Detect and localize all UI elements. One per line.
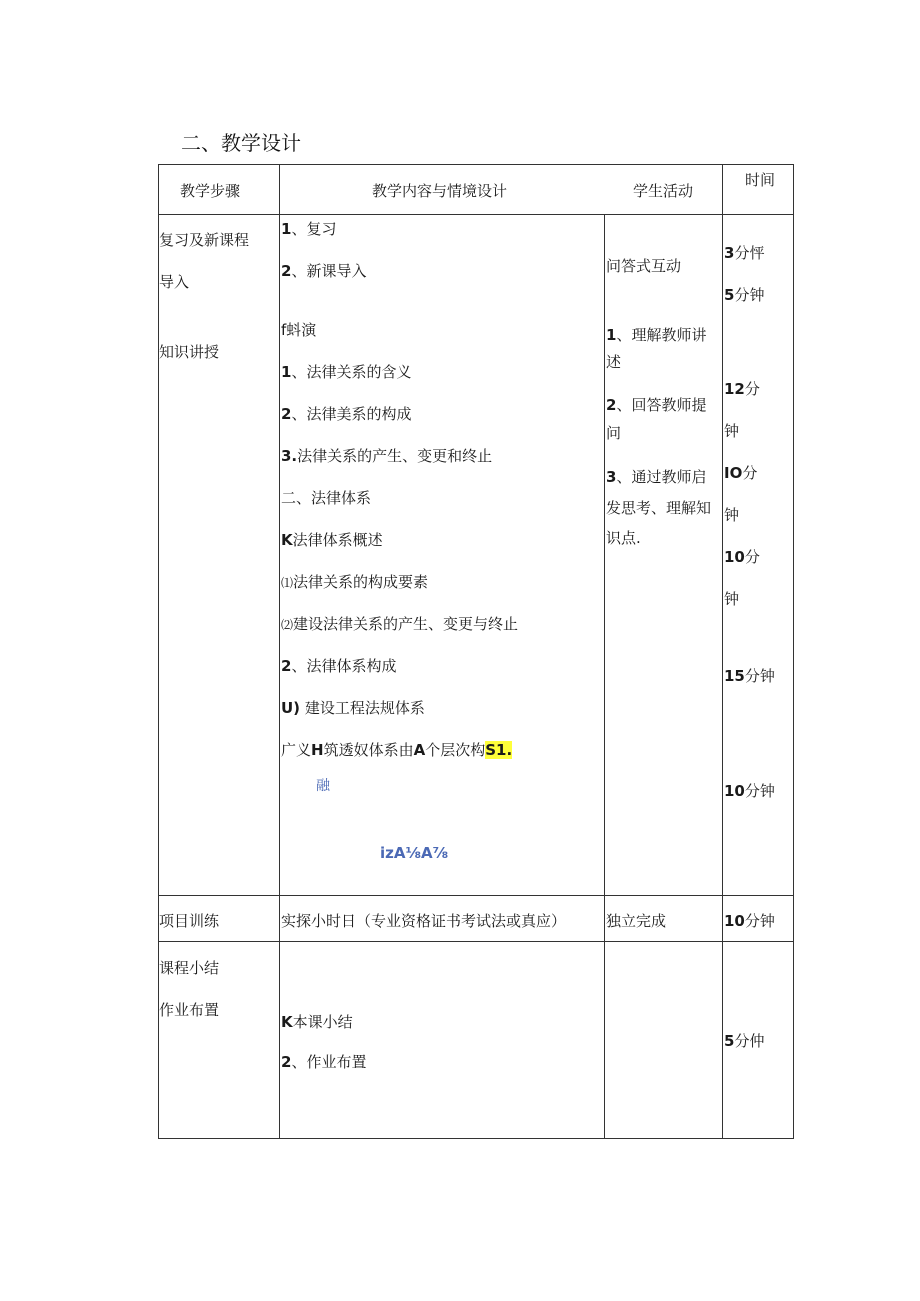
header-time: 时间 xyxy=(745,171,776,189)
content-line: ⑵建设法律关系的产生、变更与终止 xyxy=(281,615,519,633)
content-line: 2、新课导入 xyxy=(281,262,367,280)
time-value: 钟 xyxy=(724,590,740,608)
section-title: 二、教学设计 xyxy=(181,131,301,155)
activity-line: 问答式互动 xyxy=(606,257,682,275)
content-line: f蚪演 xyxy=(281,321,317,339)
content-line: 2、法律体系构成 xyxy=(281,657,397,675)
activity-line: 3、通过教师启 xyxy=(606,468,707,486)
content-line: 2、作业布置 xyxy=(281,1053,367,1071)
activity-line: 1、理解教师讲 xyxy=(606,326,707,344)
time-value: 5分仲 xyxy=(724,1032,765,1050)
content-line: 实探小时日（专业资格证书考试法或真应） xyxy=(281,912,567,930)
activity-line: 独立完成 xyxy=(606,912,667,930)
content-line: 1、复习 xyxy=(281,220,337,238)
time-value: 3分怦 xyxy=(724,244,765,262)
time-value: 5分钟 xyxy=(724,286,765,304)
content-line: 广义H筑透奴体系由A个层次构S1. xyxy=(281,741,513,759)
time-value: 10分钟 xyxy=(724,782,775,800)
activity-line: 2、回答教师提 xyxy=(606,396,707,414)
step-homework: 作业布置 xyxy=(159,1001,220,1019)
time-value: 钟 xyxy=(724,422,740,440)
time-value: 12分 xyxy=(724,380,760,398)
time-value: 10分 xyxy=(724,548,760,566)
time-value: 15分钟 xyxy=(724,667,775,685)
content-line: K本课小结 xyxy=(281,1013,353,1031)
activity-line: 识点. xyxy=(606,529,641,547)
content-line: 2、法律美系的构成 xyxy=(281,405,412,423)
content-annotation: izA⅛A⅞ xyxy=(380,844,449,862)
highlight-mark: S1. xyxy=(485,741,513,759)
step-review-intro-cont: 导入 xyxy=(159,273,190,291)
activity-line: 述 xyxy=(606,353,622,371)
time-value: IO分 xyxy=(724,464,758,482)
step-summary: 课程小结 xyxy=(159,959,220,977)
header-steps: 教学步骤 xyxy=(180,182,241,200)
content-line: 1、法律关系的含义 xyxy=(281,363,412,381)
header-content: 教学内容与情境设计 xyxy=(372,182,508,200)
activity-line: 发思考、理解知 xyxy=(606,499,712,517)
time-value: 10分钟 xyxy=(724,912,775,930)
time-value: 钟 xyxy=(724,506,740,524)
step-project: 项目训练 xyxy=(159,912,220,930)
content-annotation: 融 xyxy=(316,778,330,794)
content-line: 二、法律体系 xyxy=(281,489,372,507)
content-line: 3.法律关系的产生、变更和终止 xyxy=(281,447,493,465)
content-line: U) 建设工程法规体系 xyxy=(281,699,425,717)
step-review-intro: 复习及新课程 xyxy=(159,231,250,249)
content-line: ⑴法律关系的构成要素 xyxy=(281,573,429,591)
activity-line: 问 xyxy=(606,424,622,442)
content-line: K法律体系概述 xyxy=(281,531,383,549)
step-knowledge: 知识讲授 xyxy=(159,343,220,361)
header-activity: 学生活动 xyxy=(633,182,694,200)
